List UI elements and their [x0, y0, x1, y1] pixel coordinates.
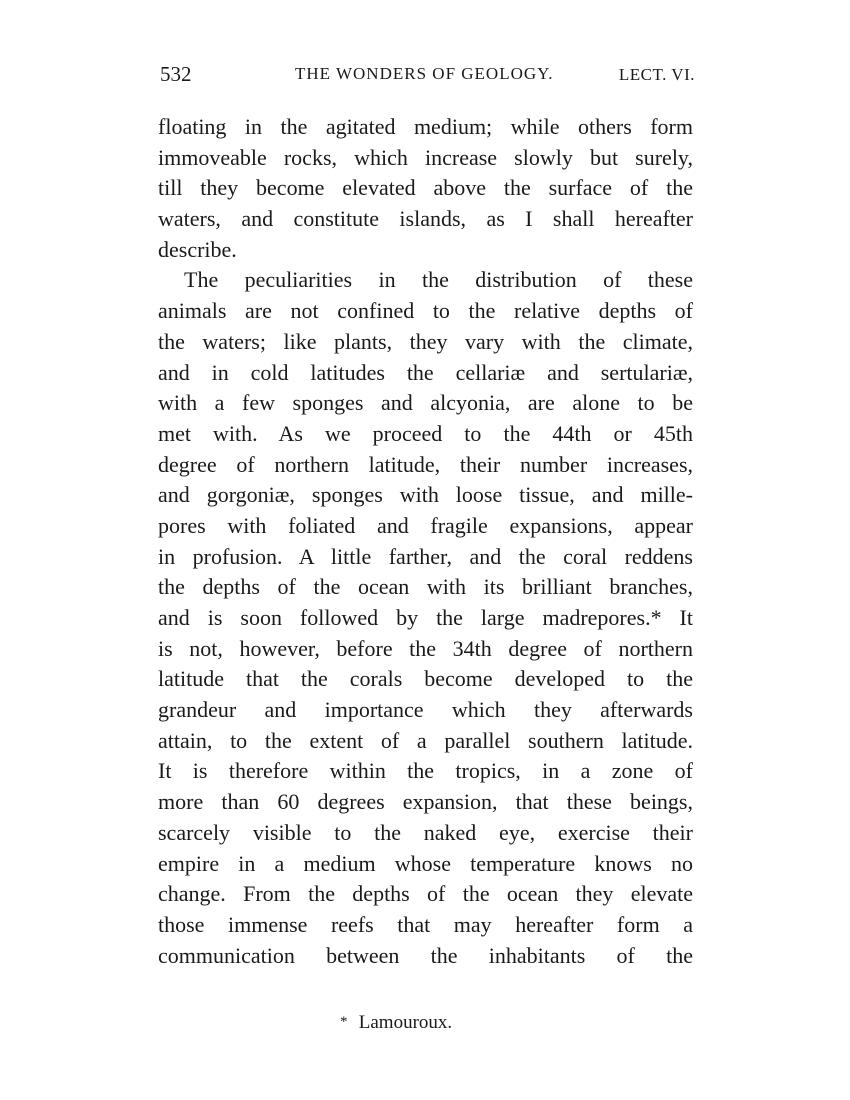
text-line: grandeur and importance which they afterwards	[158, 697, 693, 723]
text-line: empire in a medium whose temperature knows no	[158, 850, 693, 876]
text-line: It is therefore within the tropics, in a zone of	[158, 758, 693, 784]
text-line: more than 60 degrees expansion, that these beings,	[158, 789, 693, 815]
text-line: those immense reefs that may hereafter form a	[158, 911, 693, 937]
page-number: 532	[160, 62, 192, 86]
body-text	[158, 112, 693, 971]
lecture-label: LECT. VI.	[618, 65, 695, 84]
text-line: met with. As we proceed to the 44th or 45th	[158, 420, 693, 446]
text-line: the depths of the ocean with its brilliant branches,	[158, 574, 693, 600]
text-line: in profusion. A little farther, and the coral reddens	[158, 543, 693, 569]
text-line: and gorgoniæ, sponges with loose tissue, and mille-	[158, 482, 693, 508]
running-title: THE WONDERS OF GEOLOGY.	[295, 64, 554, 83]
text-line: the waters; like plants, they vary with the climate,	[158, 328, 693, 354]
text-line: latitude that the corals become developed to the	[158, 666, 693, 692]
text-line: describe.	[158, 236, 237, 262]
footnote	[340, 1012, 452, 1034]
text-line: waters, and constitute islands, as I shall hereafter	[158, 206, 693, 232]
text-line: communication between the inhabitants of the	[158, 942, 693, 968]
text-line: change. From the depths of the ocean they elevate	[158, 881, 693, 907]
text-line: and in cold latitudes the cellariæ and sertulariæ,	[158, 359, 693, 385]
footnote-mark: *	[340, 1014, 348, 1030]
text-line: is not, however, before the 34th degree of northern	[158, 635, 693, 661]
text-line: and is soon followed by the large madrepores.* It	[158, 605, 693, 630]
text-line: animals are not confined to the relative depths of	[158, 298, 693, 324]
text-line: The peculiarities in the distribution of these	[184, 267, 693, 293]
text-line: pores with foliated and fragile expansions, appear	[158, 512, 693, 538]
text-line: immoveable rocks, which increase slowly but surely,	[158, 144, 693, 170]
text-line: with a few sponges and alcyonia, are alone to be	[158, 390, 693, 416]
footnote-text: Lamouroux.	[358, 1012, 453, 1033]
running-head	[160, 62, 695, 92]
text-line: scarcely visible to the naked eye, exercise their	[158, 819, 693, 845]
text-line: floating in the agitated medium; while others form	[158, 114, 693, 139]
text-line: till they become elevated above the surface of the	[158, 175, 693, 201]
text-line: degree of northern latitude, their number increases,	[158, 451, 693, 477]
text-line: attain, to the extent of a parallel southern latitude.	[158, 727, 693, 753]
